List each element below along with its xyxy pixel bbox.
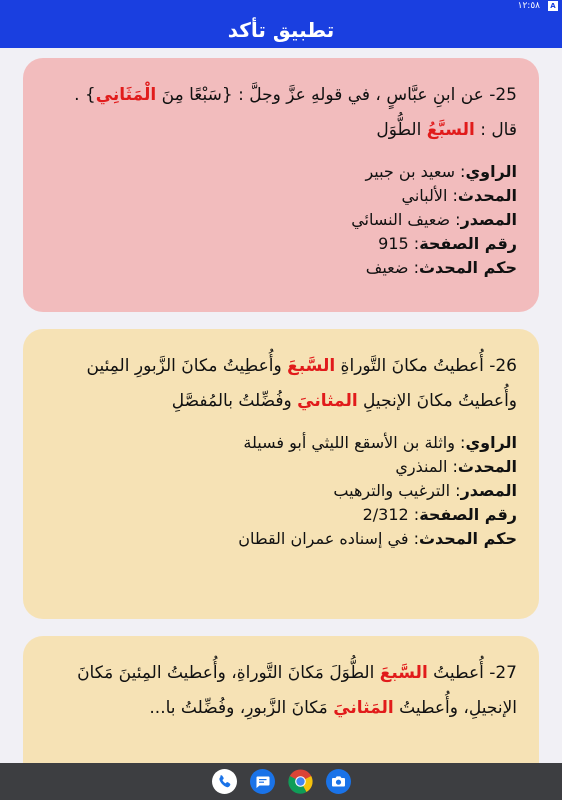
source-value: الترغيب والترهيب xyxy=(333,481,451,500)
ruling-row: حكم المحدث: في إسناده عمران القطان xyxy=(238,529,517,548)
source-label: المصدر xyxy=(460,481,517,500)
highlighted-term: الْمَثَانِي xyxy=(95,85,157,105)
ruling-label: حكم المحدث xyxy=(418,529,517,548)
highlighted-term: السَّبعَ xyxy=(287,356,336,376)
scholar-value: المنذري xyxy=(395,457,448,476)
scholar-label: المحدث xyxy=(457,457,517,476)
hadith-text xyxy=(45,78,517,148)
hadith-text xyxy=(45,656,517,726)
hadith-number: 27- xyxy=(489,663,517,683)
source-row: المصدر: ضعيف النسائي xyxy=(351,210,517,229)
text-part: وأُعطِيتُ مكانَ الزَّبورِ المِئين وأُعطيتُ مكانَ الإنجيلِ xyxy=(86,356,517,411)
page-label: رقم الصفحة xyxy=(419,505,517,524)
narrator-row: الراوي: سعيد بن جبير xyxy=(365,162,517,181)
messages-icon[interactable] xyxy=(250,769,275,794)
page-row: رقم الصفحة: 2/312 xyxy=(362,505,517,524)
narrator-value: سعيد بن جبير xyxy=(365,162,455,181)
hadith-number: 26- xyxy=(489,356,517,376)
hadith-list[interactable] xyxy=(0,48,562,763)
scholar-value: الألباني xyxy=(401,186,448,205)
narrator-row: الراوي: واثلة بن الأسقع الليثي أبو فسيلة xyxy=(243,433,517,452)
text-part: مَكانَ الزَّبورِ، وفُضِّلتُ با... xyxy=(149,698,334,718)
highlighted-term: المثانيَ xyxy=(297,391,358,411)
text-part: } . قال : xyxy=(74,85,517,140)
hadith-card[interactable] xyxy=(23,58,539,312)
text-part: وفُضِّلتُ بالمُفصَّلِ xyxy=(171,391,298,411)
page-value: 915 xyxy=(378,234,409,253)
narrator-label: الراوي xyxy=(465,433,517,452)
scholar-row: المحدث: المنذري xyxy=(395,457,517,476)
page-label: رقم الصفحة xyxy=(419,234,517,253)
scholar-row: المحدث: الألباني xyxy=(401,186,517,205)
page-value: 2/312 xyxy=(362,505,409,524)
narrator-label: الراوي xyxy=(465,162,517,181)
hadith-metadata xyxy=(45,160,517,280)
text-part: أُعطيتُ xyxy=(427,663,490,683)
source-value: ضعيف النسائي xyxy=(351,210,451,229)
highlighted-term: السَّبعَ xyxy=(379,663,428,683)
hadith-card[interactable] xyxy=(23,329,539,619)
camera-icon[interactable] xyxy=(326,769,351,794)
text-part: عن ابنِ عبَّاسٍ ، في قولهِ عزَّ وجلَّ : {سَبْعًا مِنَ xyxy=(156,85,490,105)
scholar-label: المحدث xyxy=(457,186,517,205)
highlighted-term: المَثانيَ xyxy=(333,698,394,718)
source-row: المصدر: الترغيب والترهيب xyxy=(333,481,517,500)
hadith-text xyxy=(45,349,517,419)
notification-icon: A xyxy=(548,1,558,11)
ruling-value: في إسناده عمران القطان xyxy=(238,529,409,548)
narrator-value: واثلة بن الأسقع الليثي أبو فسيلة xyxy=(243,433,455,452)
navigation-bar xyxy=(0,763,562,800)
hadith-card[interactable] xyxy=(23,636,539,763)
ruling-row: حكم المحدث: ضعيف xyxy=(365,258,517,277)
text-part: أُعطيتُ مكانَ التَّوراةِ xyxy=(335,356,490,376)
app-title: تطبيق تأكد xyxy=(227,18,335,42)
text-part: الطُّوَلَ مَكانَ التَّوراةِ، وأُعطيتُ المِئينَ مَكانَ الإنجيلِ، وأُعطيتُ xyxy=(77,663,517,718)
text-part: الطُّوَل xyxy=(376,120,427,140)
ruling-value: ضعيف xyxy=(365,258,409,277)
phone-icon[interactable] xyxy=(212,769,237,794)
page-row: رقم الصفحة: 915 xyxy=(378,234,517,253)
status-time: ١٢:٥٨ xyxy=(517,1,540,11)
hadith-metadata xyxy=(45,431,517,551)
hadith-number: 25- xyxy=(489,85,517,105)
status-bar xyxy=(0,0,562,12)
app-dock xyxy=(212,769,352,794)
ruling-label: حكم المحدث xyxy=(418,258,517,277)
chrome-icon[interactable] xyxy=(288,769,313,794)
app-bar xyxy=(0,12,562,48)
source-label: المصدر xyxy=(460,210,517,229)
highlighted-term: السبَّعُ xyxy=(426,120,475,140)
